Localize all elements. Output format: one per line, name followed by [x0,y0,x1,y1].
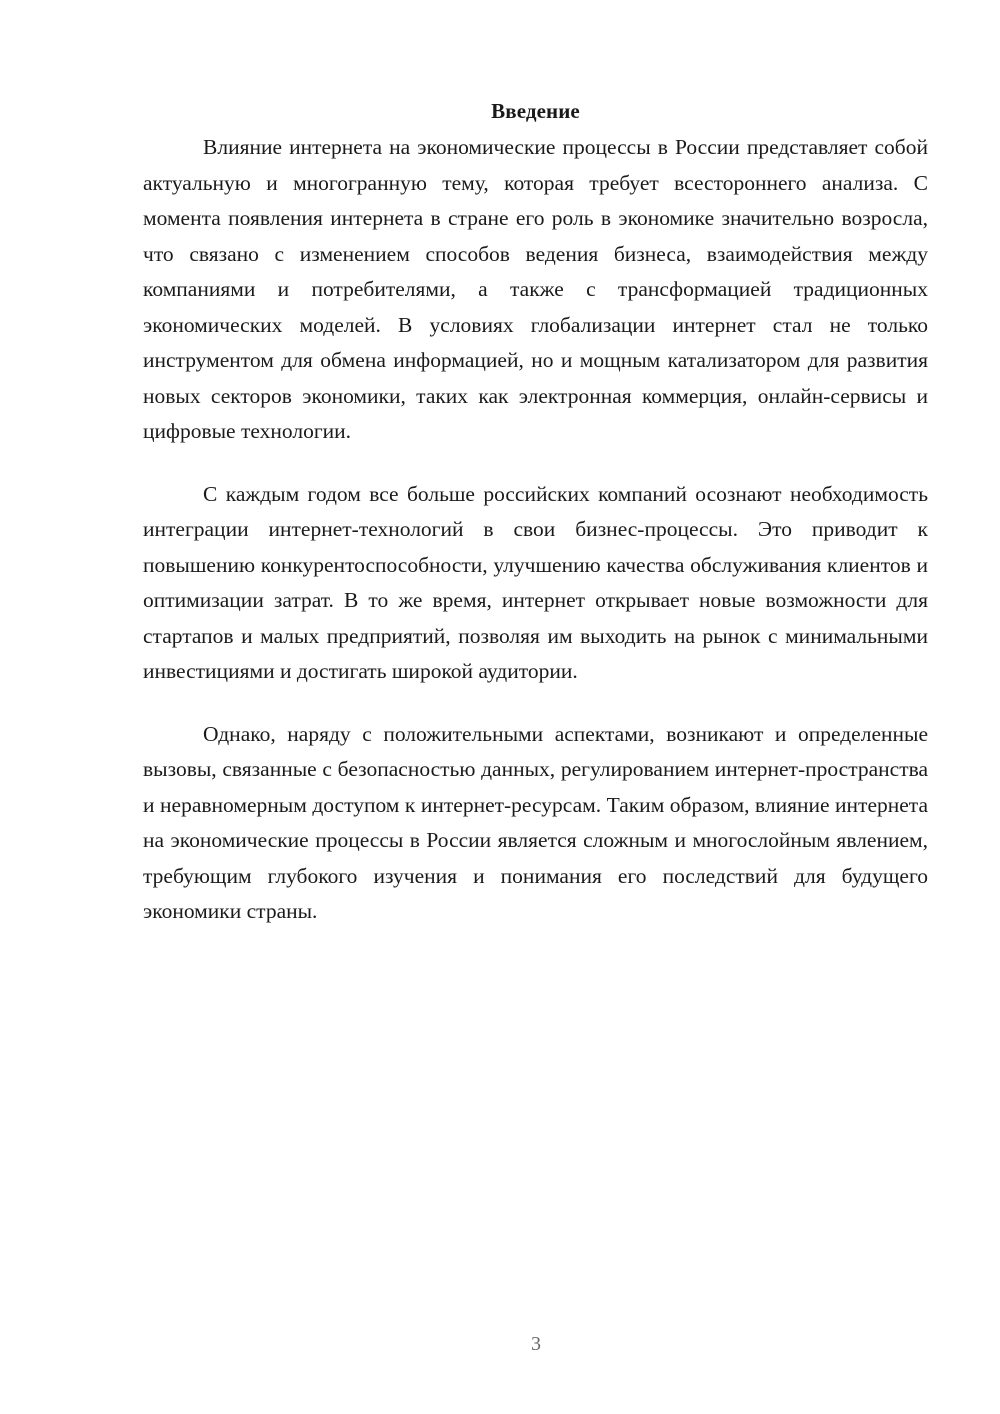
paragraph-2: С каждым годом все больше российских компаний осознают необходимость интеграции интернет-технологий в свои бизнес-процессы. Это приводит к повышению конкурентоспособности, улучшению качества обслуживания клиентов и оптимизации затрат. В то же время, интернет открывает новые возможности для стартапов и малых предприятий, позволяя им выходить на рынок с минимальными инвестициями и достигать широкой аудитории. [143,481,928,683]
page-number: 3 [531,1333,541,1355]
paragraph-3: Однако, наряду с положительными аспектами, возникают и определенные вызовы, связанные с безопасностью данных, регулированием интернет-пространства и неравномерным доступом к интернет-ресурсам. Таким образом, влияние интернета на экономические процессы в России является сложным и многослойным явлением, требующим глубокого изучения и понимания его последствий для будущего экономики страны. [143,721,928,923]
page-content [143,96,928,957]
section-title: Введение [491,99,580,123]
paragraph-1: Влияние интернета на экономические процессы в России представляет собой актуальную и многогранную тему, которая требует всестороннего анализа. С момента появления интернета в стране его роль в экономике значительно возросла, что связано с изменением способов ведения бизнеса, взаимодействия между компаниями и потребителями, а также с трансформацией традиционных экономических моделей. В условиях глобализации интернет стал не только инструментом для обмена информацией, но и мощным катализатором для развития новых секторов экономики, таких как электронная коммерция, онлайн-сервисы и цифровые технологии. [143,135,928,443]
